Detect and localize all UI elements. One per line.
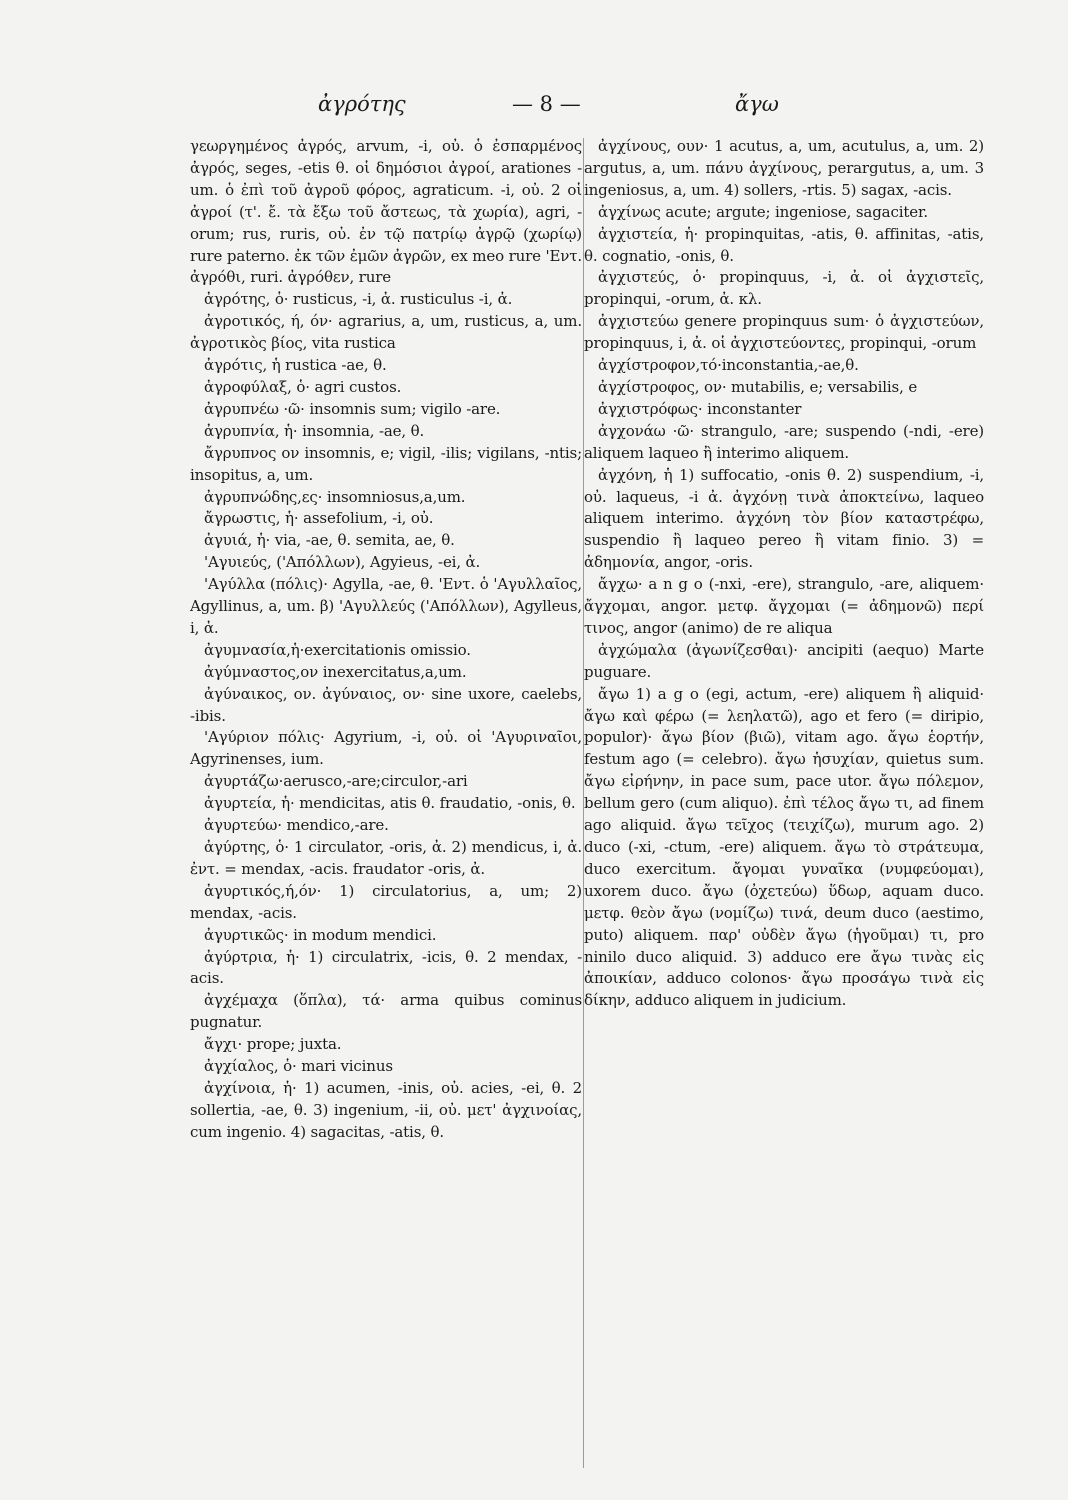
dictionary-entry: ἄγρωστις, ἡ· assefolium, -i, οὐ. [204, 509, 434, 528]
dictionary-entry: 'Αγύλλα (πόλις)· Agylla, -ae, θ. 'Εντ. ὁ 'Αγυλλαῖος, Agyllinus, a, um. β) 'Αγυλλεύς ('Απόλλων), Agylleus, i, ἀ. [190, 575, 582, 637]
dictionary-entry: ἀγρότης, ὁ· rusticus, -i, ἀ. rusticulus -i, ἀ. [204, 290, 513, 309]
dictionary-entry: ἀγχιστεύω genere propinquus sum· ὁ ἀγχιστεύων, propinquus, i, ἀ. οἱ ἀγχιστεύοντες, propinqui, -orum [584, 312, 984, 353]
dictionary-entry: ἀγυμνασία,ἡ·exercitationis omissio. [204, 640, 471, 659]
header-left-guide-word: ἀγρότης [318, 92, 406, 116]
dictionary-entry: ἀγρυπνέω ·ῶ· insomnis sum; vigilo -are. [204, 399, 501, 418]
dictionary-entry: ἀγχιστεύς, ὁ· propinquus, -i, ἀ. οἱ ἀγχιστεῖς, propinqui, -orum, ἀ. κλ. [584, 268, 984, 309]
dictionary-entry: ἀγύμναστος,ον inexercitatus,a,um. [204, 662, 467, 681]
dictionary-entry: ἀγύρτρια, ἡ· 1) circulatrix, -icis, θ. 2 mendax, -acis. [190, 947, 582, 988]
dictionary-entry: ἀγροφύλαξ, ὁ· agri custos. [204, 377, 402, 396]
dictionary-entry: ἀγχίαλος, ὁ· mari vicinus [204, 1057, 393, 1076]
dictionary-entry: ἄγχω· a n g o (-nxi, -ere), strangulo, -are, aliquem· ἄγχομαι, angor. μετφ. ἄγχομαι (= ἀδημονῶ) περί τινος, angor (animo) de re aliqua [584, 575, 984, 637]
dictionary-entry: ἀγύρτης, ὁ· 1 circulator, -oris, ἀ. 2) mendicus, i, ἀ. ἐντ. = mendax, -acis. fraudator -oris, ἀ. [190, 838, 582, 878]
dictionary-entry: ἀγχίνους, ουν· 1 acutus, a, um, acutulus, a, um. 2) argutus, a, um. πάνυ ἀγχίνους, perargutus, a, um. 3 ingeniosus, a, um. 4) sollers, -rtis. 5) sagax, -acis. [584, 137, 984, 199]
dictionary-entry: ἀγχόνη, ἡ 1) suffocatio, -onis θ. 2) suspendium, -i, οὐ. laqueus, -i ἀ. ἀγχόνῃ τινὰ ἀποκτείνω, laqueo aliquem interimo. ἀγχόνη τὸν βίον καταστρέφω, suspendio ἢ laqueo pereo ἢ vitam finio. 3) = ἀδημονία, angor, -oris. [584, 465, 984, 572]
dictionary-entry: ἀγχίστροφον,τό·inconstantia,-ae,θ. [598, 356, 859, 375]
dictionary-entry: ἀγυρτεία, ἡ· mendicitas, atis θ. fraudatio, -onis, θ. [204, 794, 576, 813]
dictionary-entry: ἀγχιστρόφως· inconstanter [598, 399, 802, 418]
dictionary-entry: ἀγρυπνώδης,ες· insomniosus,a,um. [204, 487, 466, 506]
dictionary-entry: ἀγυρτεύω· mendico,-are. [204, 816, 389, 835]
dictionary-entry: ἄγω 1) a g o (egi, actum, -ere) aliquem ἢ aliquid· ἄγω καὶ φέρω (= λεηλατῶ), ago et fero (= diripio, populor)· ἄγω βίον (βιῶ), vitam ago. ἄγω ἑορτήν, festum ago (= celebro). ἄγω ἡσυχίαν, quietus sum. ἄγω εἰρήνην, in pace sum, pace utor. ἄγω πόλεμον, bellum gero (cum aliquo). ἐπὶ τέλος ἄγω τι, ad finem ago aliquid. ἄγω τεῖχος (τειχίζω), murum ago. 2) duco (-xi, -ctum, -ere) aliquem. ἄγω τὸ στράτευμα, duco exercitum. ἄγομαι γυναῖκα (νυμφεύομαι), uxorem duco. ἄγω (ὀχετεύω) ὕδωρ, aquam duco. μετφ. θεὸν ἄγω (νομίζω) τινά, deum duco (aestimo, puto) aliquem. παρ' οὐδὲν ἄγω (ἡγοῦμαι) τι, pro ninilo duco aliquid. 3) adduco ere ἄγω τινὰς εἰς ἀποικίαν, adduco colonos· ἄγω προσάγω τινὰ εἰς δίκην, adduco aliquem in judicium. [584, 684, 984, 1010]
dictionary-entry: ἀγρυπνία, ἡ· insomnia, -ae, θ. [204, 421, 425, 440]
dictionary-entry: ἀγχιστεία, ἡ· propinquitas, -atis, θ. affinitas, -atis, θ. cognatio, -onis, θ. [584, 224, 984, 265]
dictionary-entry: ἀγρότις, ἡ rustica -ae, θ. [204, 356, 387, 375]
dictionary-entry: ἀγχίνως acute; argute; ingeniose, sagaciter. [598, 202, 928, 221]
dictionary-entry: γεωργημένος ἀγρός, arvum, -i, οὐ. ὁ ἐσπαρμένος ἀγρός, seges, -etis θ. οἱ δημόσιοι ἀγροί, arationes -um. ὁ ἐπὶ τοῦ ἀγροῦ φόρος, agraticum. -i, οὐ. 2 οἱ ἀγροί (τ'. ἔ. τὰ ἔξω τοῦ ἄστεως, τὰ χωρία), agri, -orum; rus, ruris, οὐ. ἐν τῷ πατρίῳ ἀγρῷ (χωρίῳ) rure paterno. ἐκ τῶν ἐμῶν ἀγρῶν, ex meo rure 'Εντ. ἀγρόθι, ruri. ἀγρόθεν, rure [190, 137, 582, 287]
dictionary-entry: ἀγυρτάζω·aerusco,-are;circulor,-ari [204, 772, 468, 791]
dictionary-entry: 'Αγυιεύς, ('Απόλλων), Agyieus, -ei, ἀ. [204, 553, 481, 572]
dictionary-entry: ἀγχίστροφος, ον· mutabilis, e; versabilis, e [598, 377, 918, 396]
right-column [584, 136, 984, 1012]
dictionary-entry: ἄγρυπνος ον insomnis, e; vigil, -ilis; vigilans, -ntis; insopitus, a, um. [190, 443, 582, 484]
dictionary-entry: ἀγχίνοια, ἡ· 1) acumen, -inis, οὐ. acies, -ei, θ. 2 sollertia, -ae, θ. 3) ingenium, -ii, οὐ. μετ' ἀγχινοίας, cum ingenio. 4) sagacitas, -atis, θ. [190, 1078, 582, 1141]
dictionary-entry: ἀγχώμαλα (ἀγωνίζεσθαι)· ancipiti (aequo) Marte puguare. [584, 640, 984, 681]
dictionary-entry: ἀγυιά, ἡ· via, -ae, θ. semita, ae, θ. [204, 531, 455, 550]
dictionary-entry: ἀγυρτικῶς· in modum mendici. [204, 925, 437, 944]
dictionary-entry: 'Αγύριον πόλις· Agyrium, -i, οὐ. οἱ 'Αγυριναῖοι, Agyrinenses, ium. [190, 728, 582, 769]
dictionary-entry: ἀγυρτικός,ή,όν· 1) circulatorius, a, um; 2) mendax, -acis. [190, 881, 582, 922]
page-number: — 8 — [512, 92, 581, 116]
header-right-guide-word: ἄγω [735, 92, 779, 116]
dictionary-entry: ἀγροτικός, ή, όν· agrarius, a, um, rusticus, a, um. ἀγροτικὸς βίος, vita rustica [190, 312, 582, 353]
left-column [190, 136, 582, 1144]
dictionary-entry: ἀγχονάω ·ῶ· strangulo, -are; suspendo (-ndi, -ere) aliquem laqueo ἢ interimo aliquem. [584, 421, 984, 462]
dictionary-entry: ἀγχέμαχα (ὅπλα), τά· arma quibus cominus pugnatur. [190, 991, 582, 1032]
dictionary-entry: ἄγχι· prope; juxta. [204, 1035, 342, 1054]
dictionary-entry: ἀγύναικος, ον. ἀγύναιος, ον· sine uxore, caelebs, -ibis. [190, 684, 582, 725]
